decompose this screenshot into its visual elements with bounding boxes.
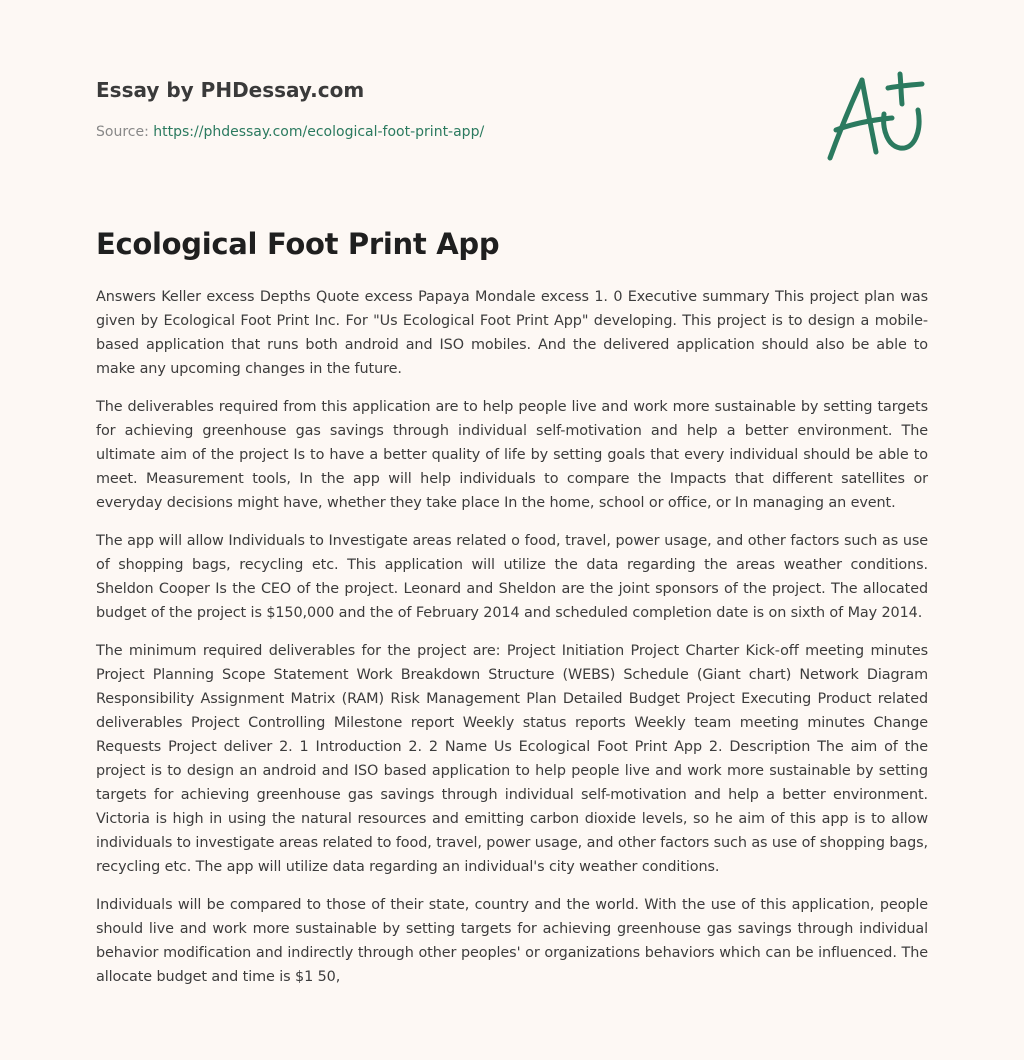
essay-body bbox=[96, 285, 928, 1003]
source-label: Source: bbox=[96, 124, 149, 140]
site-brand: Essay by PHDessay.com bbox=[96, 78, 365, 102]
source-line bbox=[96, 122, 928, 142]
source-link[interactable]: https://phdessay.com/ecological-foot-print-app/ bbox=[153, 124, 485, 140]
essay-header bbox=[96, 76, 928, 142]
essay-paragraph: Individuals will be compared to those of their state, country and the world. With the use of this application, people should live and work more sustainable by setting targets for achieving greenhouse gas savings through individual behavior modification and indirectly through other peoples' or organizations behaviors which can be influenced. The allocate budget and time is $1 50, bbox=[96, 897, 928, 985]
a-plus-grade-icon bbox=[822, 66, 932, 166]
essay-paragraph: The minimum required deliverables for the project are: Project Initiation Project Charter Kick-off meeting minutes Project Planning Scope Statement Work Breakdown Structure (WEBS) Schedule (Giant chart) Network Diagram Responsibility Assignment Matrix (RAM) Risk Management Plan Detailed Budget Project Executing Product related deliverables Project Controlling Milestone report Weekly status reports Weekly team meeting minutes Change Requests Project deliver 2. 1 Introduction 2. 2 Name Us Ecological Foot Print App 2. Description The aim of the project is to design an android and ISO based application to help people live and work more sustainable by setting targets for achieving greenhouse gas savings through individual self-motivation and help a better environment. Victoria is high in using the natural resources and emitting carbon dioxide levels, so he aim of this app is to allow individuals to investigate areas related to food, travel, power usage, and other factors such as use of shopping bags, recycling etc. The app will utilize data regarding an individual's city weather conditions. bbox=[96, 643, 928, 875]
essay-title: Ecological Foot Print App bbox=[96, 227, 500, 261]
essay-paragraph: Answers Keller excess Depths Quote excess Papaya Mondale excess 1. 0 Executive summary This project plan was given by Ecological Foot Print Inc. For "Us Ecological Foot Print App" developing. This project is to design a mobile-based application that runs both android and ISO mobiles. And the delivered application should also be able to make any upcoming changes in the future. bbox=[96, 289, 928, 377]
essay-paragraph: The deliverables required from this application are to help people live and work more sustainable by setting targets for achieving greenhouse gas savings through individual self-motivation and help a better environment. The ultimate aim of the project Is to have a better quality of life by setting goals that every individual should be able to meet. Measurement tools, In the app will help individuals to compare the Impacts that different satellites or everyday decisions might have, whether they take place In the home, school or office, or In managing an event. bbox=[96, 399, 928, 511]
essay-paragraph: The app will allow Individuals to Investigate areas related o food, travel, power usage, and other factors such as use of shopping bags, recycling etc. This application will utilize the data regarding the areas weather conditions. Sheldon Cooper Is the CEO of the project. Leonard and Sheldon are the joint sponsors of the project. The allocated budget of the project is $150,000 and the of February 2014 and scheduled completion date is on sixth of May 2014. bbox=[96, 533, 928, 621]
